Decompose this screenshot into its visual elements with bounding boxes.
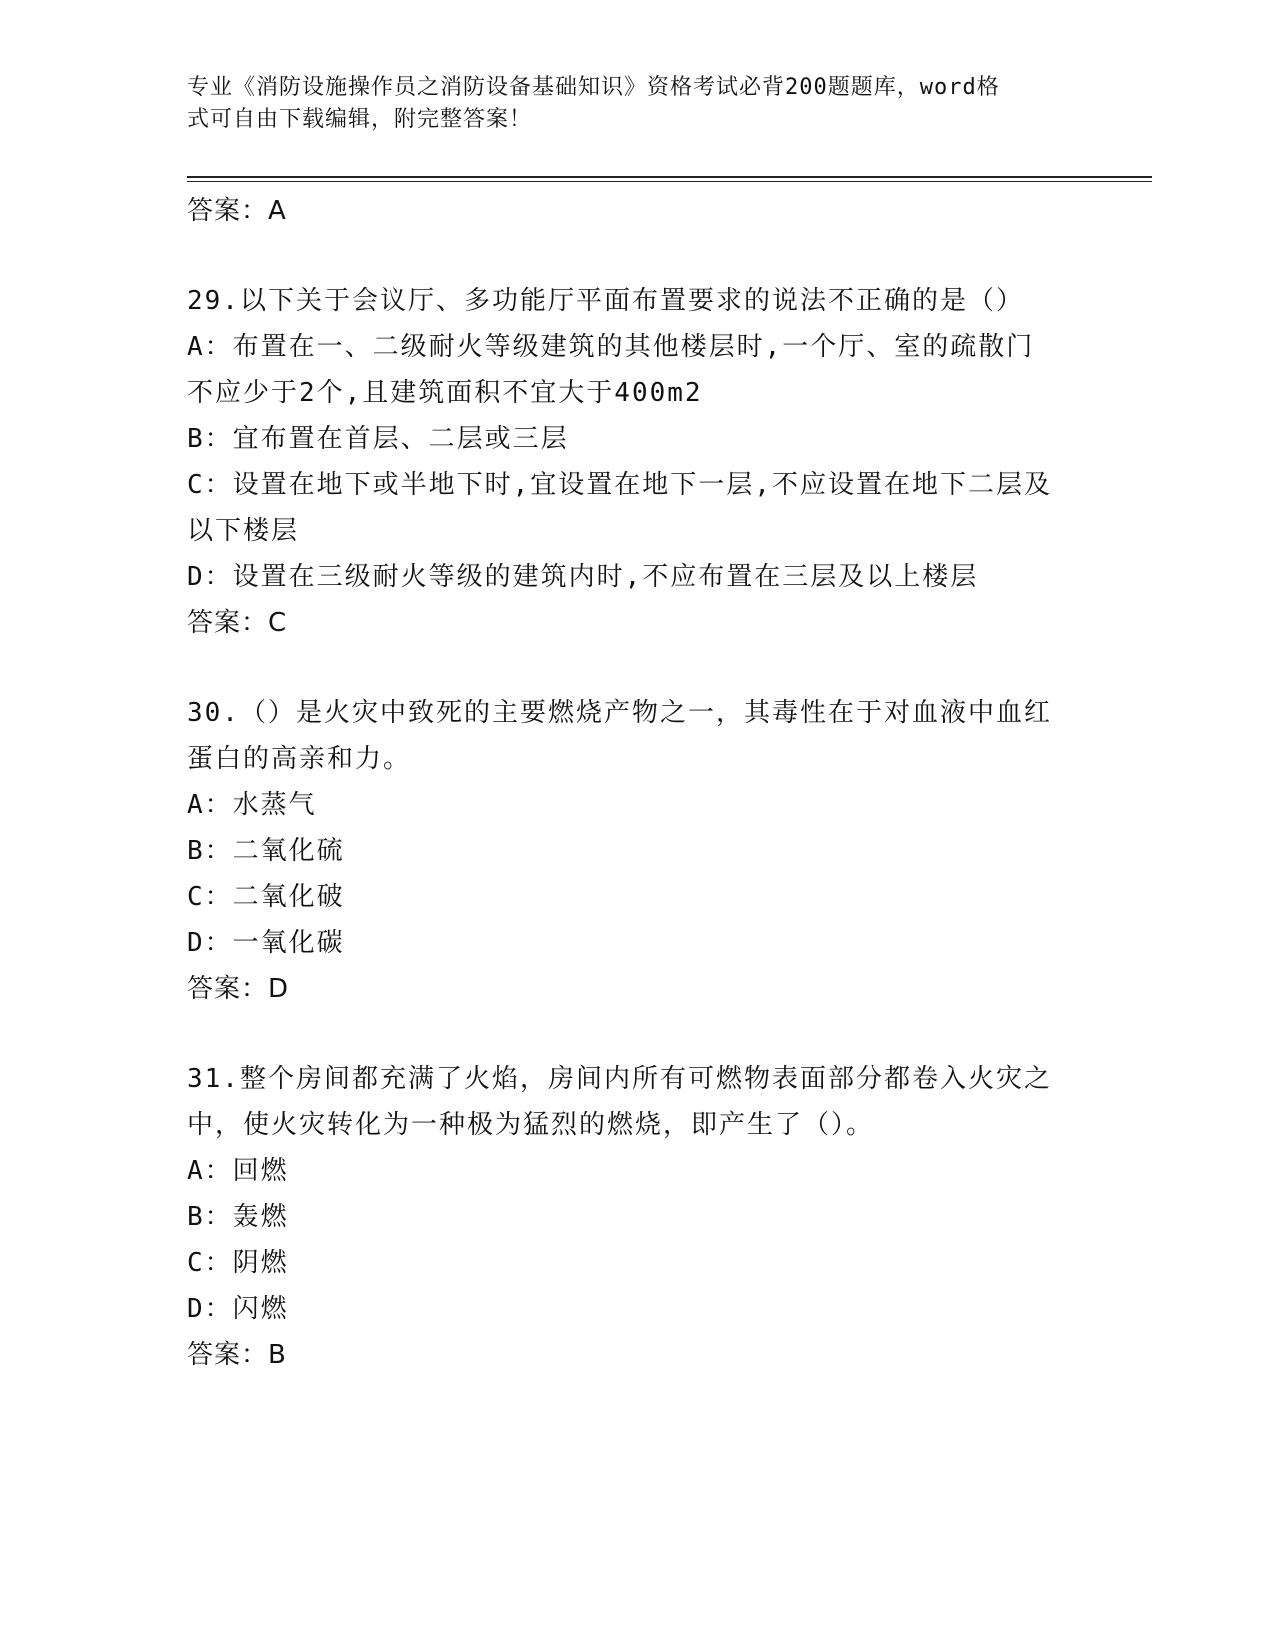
option-text: C：二氧化破 [187,882,345,912]
question-option [187,1194,1087,1240]
question-block [187,278,1087,646]
option-text: 不应少于2个,且建筑面积不宜大于400m2 [187,378,703,408]
question-stem: 蛋白的高亲和力。 [187,744,412,774]
question-list [187,188,1087,1378]
option-text: A：布置在一、二级耐火等级建筑的其他楼层时,一个厅、室的疏散门 [187,332,1035,362]
header-line-1: 专业《消防设施操作员之消防设备基础知识》资格考试必背200题题库，word格 [187,75,1000,100]
question-spacer [187,234,1087,278]
option-text: B：二氧化硫 [187,836,345,866]
question-option [187,416,1087,462]
question-option [187,828,1087,874]
question-spacer [187,646,1087,690]
question-stem: 中，使火灾转化为一种极为猛烈的燃烧，即产生了（）。 [187,1110,875,1140]
option-text: D：设置在三级耐火等级的建筑内时,不应布置在三层及以上楼层 [187,562,979,592]
question-option [187,554,1087,600]
question-stem: 29.以下关于会议厅、多功能厅平面布置要求的说法不正确的是（） [187,286,1024,316]
option-text: B：轰燃 [187,1202,289,1232]
previous-answer: 答案：A [187,196,287,226]
question-option [187,1148,1087,1194]
question-option [187,874,1087,920]
question-spacer [187,1012,1087,1056]
document-header [187,72,1067,136]
question-block [187,690,1087,1012]
option-text: D：一氧化碳 [187,928,345,958]
option-text: A：水蒸气 [187,790,317,820]
option-text: A：回燃 [187,1156,289,1186]
option-text: B：宜布置在首层、二层或三层 [187,424,569,454]
question-stem: 30.（）是火灾中致死的主要燃烧产物之一，其毒性在于对血液中血红 [187,698,1052,728]
question-option [187,324,1087,416]
question-option [187,462,1087,554]
header-divider-thin [187,181,1152,182]
header-divider-thick [187,176,1152,178]
question-answer: 答案：B [187,1340,287,1370]
question-option [187,1240,1087,1286]
option-text: 以下楼层 [187,516,300,546]
question-option [187,782,1087,828]
option-text: C：阴燃 [187,1248,289,1278]
header-line-2: 式可自由下载编辑，附完整答案！ [187,107,533,132]
question-option [187,1286,1087,1332]
question-answer: 答案：D [187,974,290,1004]
question-block [187,1056,1087,1378]
question-option [187,920,1087,966]
option-text: C：设置在地下或半地下时,宜设置在地下一层,不应设置在地下二层及 [187,470,1052,500]
option-text: D：闪燃 [187,1294,289,1324]
question-stem: 31.整个房间都充满了火焰，房间内所有可燃物表面部分都卷入火灾之 [187,1064,1052,1094]
question-answer: 答案：C [187,608,288,638]
